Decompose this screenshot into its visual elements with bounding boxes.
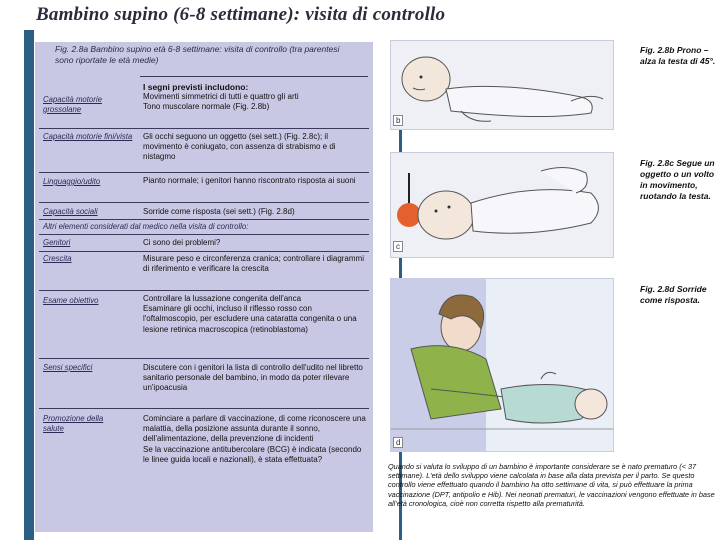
row-label: Capacità sociali <box>43 207 98 216</box>
row-label: Genitori <box>43 238 71 247</box>
row-label: Capacità motorie fini/vista <box>43 132 133 141</box>
row-label: Sensi specifici <box>43 363 93 372</box>
row-label: Promozione della salute <box>43 414 104 433</box>
row-text: Sorride come risposta (sei sett.) (Fig. 2.8d) <box>143 207 295 216</box>
figure-b-tag: b <box>393 115 403 126</box>
figure-c-tag: c <box>393 241 403 252</box>
row-divider <box>39 290 369 291</box>
figure-c-illustration <box>390 152 614 258</box>
row-text: Discutere con i genitori la lista di controllo dell'udito nel libretto sanitario personale del bambino, in modo da poter rilevare un'ipoacusia <box>143 363 363 393</box>
row-divider <box>39 219 369 220</box>
row-text: Cominciare a parlare di vaccinazione, di come riconoscere una malattia, della posizione assunta durante il sonno, dell'alimentazione, della prevenzione di incidenti Se la vaccinazione antitubercolare (BCG) è indicata (secondo le linee guida locali e nazionali), è stata effettuata? <box>143 414 366 464</box>
header-rule <box>140 76 368 77</box>
row-divider <box>39 358 369 359</box>
row-label: Esame obiettivo <box>43 296 99 305</box>
row-text: Misurare peso e circonferenza cranica; controllare i diagrammi di riferimento e verificare la crescita <box>143 254 364 274</box>
left-accent-bar <box>24 30 34 540</box>
row-text: Movimenti simmetrici di tutti e quattro gli arti Tono muscolare normale (Fig. 2.8b) <box>143 92 299 112</box>
row-divider <box>39 172 369 173</box>
row-text: Gli occhi seguono un oggetto (sei sett.) (Fig. 2.8c); il movimento è coniugato, con assenza di strabismo e di nistagmo <box>143 132 336 162</box>
row-divider <box>39 234 369 235</box>
page-title: Bambino supino (6-8 settimane): visita di controllo <box>36 4 446 25</box>
row-text: Ci sono dei problemi? <box>143 238 221 247</box>
row-divider <box>39 408 369 409</box>
table-header: I segni previsti includono: <box>143 82 249 92</box>
figure-d-caption: Fig. 2.8d Sorride come risposta. <box>640 284 707 305</box>
other-elements-heading: Altri elementi considerati dal medico nella visita di controllo: <box>43 222 249 231</box>
row-divider <box>39 251 369 252</box>
row-label: Capacità motorie grossolane <box>43 95 102 114</box>
checklist-panel <box>35 42 373 532</box>
figure-b-illustration <box>390 40 614 130</box>
row-divider <box>39 202 369 203</box>
figure-b-caption: Fig. 2.8b Prono – alza la testa di 45°. <box>640 45 716 66</box>
row-text: Pianto normale; i genitori hanno riscontrato risposta ai suoni <box>143 176 356 185</box>
prone-baby-drawing <box>391 41 613 129</box>
row-text: Controllare la lussazione congenita dell'anca Esaminare gli occhi, incluso il riflesso rosso con l'oftalmoscopio, per escludere una cataratta congenita o una lesione retinica macroscopica (retinoblastoma) <box>143 294 357 334</box>
bottom-caption: Quando si valuta lo sviluppo di un bambino è importante considerare se è nato prematuro (< 37 settimane). L'età dello sviluppo viene calcolata in base alla data prevista per il parto. Se questo controllo viene effettuato quando il bambino ha otto settimane di vita, si può effettuare la prima vaccinazione (DPT, antipolio e Hib). Nei neonati prematuri, le vaccinazioni vengono effettuate in base all'età cronologica, cioè non corretta rispetto alla prematurità. <box>388 462 715 508</box>
figure-caption: Fig. 2.8a Bambino supino età 6-8 settimane: visita di controllo (tra parentesi sono riportate le età medie) <box>55 44 340 65</box>
figure-d-tag: d <box>393 437 403 448</box>
row-label: Crescita <box>43 254 72 263</box>
figure-c-caption: Fig. 2.8c Segue un oggetto o un volto in movimento, ruotando la testa. <box>640 158 715 201</box>
parent-and-smiling-baby-drawing <box>391 279 613 451</box>
supine-baby-following-object-drawing <box>391 153 613 257</box>
figure-d-illustration <box>390 278 614 452</box>
row-divider <box>39 128 369 129</box>
row-label: Linguaggio/udito <box>43 177 101 186</box>
